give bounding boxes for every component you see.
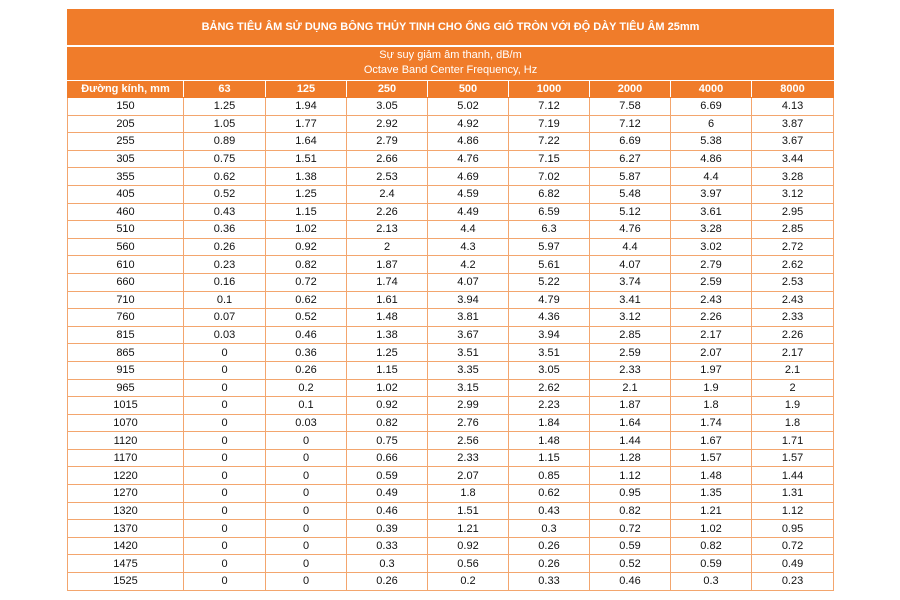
attenuation-cell: 0.52 [184,185,266,203]
diameter-cell: 1475 [68,555,184,573]
attenuation-cell: 0.59 [671,555,752,573]
attenuation-cell: 1.38 [266,168,347,186]
attenuation-cell: 0.26 [509,555,590,573]
attenuation-cell: 2.26 [671,309,752,327]
attenuation-cell: 2.66 [347,150,428,168]
attenuation-cell: 0.1 [184,291,266,309]
attenuation-cell: 4.4 [671,168,752,186]
column-header-diameter: Đường kính, mm [68,81,184,98]
attenuation-cell: 2.99 [428,397,509,415]
attenuation-cell: 2.76 [428,414,509,432]
attenuation-cell: 0.43 [184,203,266,221]
attenuation-cell: 2.23 [509,397,590,415]
attenuation-cell: 2.43 [752,291,834,309]
attenuation-cell: 0 [266,573,347,591]
attenuation-cell: 0.2 [266,379,347,397]
attenuation-cell: 6.69 [671,98,752,116]
attenuation-cell: 1.8 [671,397,752,415]
attenuation-cell: 1.25 [266,185,347,203]
attenuation-cell: 2.56 [428,432,509,450]
attenuation-cell: 0.59 [347,467,428,485]
attenuation-cell: 3.44 [752,150,834,168]
attenuation-cell: 3.51 [509,344,590,362]
attenuation-cell: 0 [266,467,347,485]
attenuation-cell: 0 [266,502,347,520]
attenuation-cell: 4.86 [671,150,752,168]
diameter-cell: 915 [68,361,184,379]
attenuation-cell: 6.27 [590,150,671,168]
attenuation-cell: 2.4 [347,185,428,203]
attenuation-cell: 7.02 [509,168,590,186]
attenuation-cell: 0 [184,502,266,520]
table-row [68,555,834,573]
diameter-cell: 610 [68,256,184,274]
column-header-125hz: 125 [266,81,347,98]
attenuation-cell: 1.87 [347,256,428,274]
attenuation-cell: 3.81 [428,309,509,327]
attenuation-cell: 4.92 [428,115,509,133]
attenuation-cell: 5.02 [428,98,509,116]
column-header-8000hz: 8000 [752,81,834,98]
attenuation-cell: 4.07 [590,256,671,274]
attenuation-cell: 6.69 [590,133,671,151]
attenuation-cell: 4.4 [590,238,671,256]
attenuation-cell: 2.43 [671,291,752,309]
attenuation-cell: 3.35 [428,361,509,379]
attenuation-cell: 0.52 [590,555,671,573]
table-row [68,238,834,256]
attenuation-cell: 1.44 [752,467,834,485]
diameter-cell: 760 [68,309,184,327]
attenuation-cell: 0.2 [428,573,509,591]
attenuation-cell: 1.57 [752,449,834,467]
attenuation-cell: 1.15 [509,449,590,467]
diameter-cell: 355 [68,168,184,186]
attenuation-cell: 1.21 [671,502,752,520]
diameter-cell: 510 [68,221,184,239]
attenuation-cell: 0 [184,449,266,467]
table-row [68,537,834,555]
attenuation-cell: 0.33 [347,537,428,555]
attenuation-cell: 0 [184,573,266,591]
attenuation-cell: 4.76 [428,150,509,168]
diameter-cell: 305 [68,150,184,168]
attenuation-cell: 1.8 [428,485,509,503]
attenuation-cell: 1.8 [752,414,834,432]
attenuation-table-container [67,9,833,591]
attenuation-cell: 0.62 [266,291,347,309]
attenuation-cell: 0.49 [347,485,428,503]
attenuation-cell: 3.67 [752,133,834,151]
attenuation-cell: 2.26 [347,203,428,221]
attenuation-cell: 1.15 [347,361,428,379]
attenuation-cell: 0.03 [266,414,347,432]
attenuation-cell: 0.46 [590,573,671,591]
attenuation-cell: 1.44 [590,432,671,450]
table-row [68,485,834,503]
attenuation-cell: 0 [184,432,266,450]
attenuation-cell: 2.17 [752,344,834,362]
table-row [68,449,834,467]
diameter-cell: 1270 [68,485,184,503]
table-row [68,150,834,168]
attenuation-cell: 3.74 [590,273,671,291]
attenuation-cell: 0.59 [590,537,671,555]
attenuation-cell: 2.13 [347,221,428,239]
attenuation-cell: 0 [184,361,266,379]
attenuation-cell: 1.71 [752,432,834,450]
attenuation-cell: 4.3 [428,238,509,256]
attenuation-cell: 2.95 [752,203,834,221]
diameter-cell: 460 [68,203,184,221]
attenuation-cell: 1.35 [671,485,752,503]
attenuation-cell: 1.48 [347,309,428,327]
table-row [68,432,834,450]
table-row [68,344,834,362]
attenuation-cell: 1.38 [347,326,428,344]
attenuation-cell: 4.4 [428,221,509,239]
attenuation-cell: 0.92 [266,238,347,256]
attenuation-cell: 0.39 [347,520,428,538]
attenuation-cell: 2.33 [752,309,834,327]
diameter-cell: 865 [68,344,184,362]
diameter-cell: 1170 [68,449,184,467]
diameter-cell: 150 [68,98,184,116]
subtitle-frequency: Octave Band Center Frequency, Hz [363,64,538,77]
attenuation-cell: 3.94 [509,326,590,344]
attenuation-cell: 0.95 [752,520,834,538]
attenuation-cell: 0.82 [590,502,671,520]
attenuation-cell: 3.15 [428,379,509,397]
attenuation-cell: 1.84 [509,414,590,432]
attenuation-cell: 2.62 [509,379,590,397]
attenuation-cell: 0.75 [347,432,428,450]
attenuation-cell: 2.85 [752,221,834,239]
attenuation-cell: 0.26 [347,573,428,591]
attenuation-cell: 0.56 [428,555,509,573]
table-row [68,467,834,485]
attenuation-cell: 4.2 [428,256,509,274]
attenuation-cell: 1.12 [752,502,834,520]
attenuation-cell: 0.16 [184,273,266,291]
attenuation-cell: 2.59 [671,273,752,291]
attenuation-cell: 3.87 [752,115,834,133]
attenuation-cell: 1.9 [671,379,752,397]
attenuation-cell: 7.15 [509,150,590,168]
attenuation-cell: 0.72 [590,520,671,538]
attenuation-cell: 1.15 [266,203,347,221]
column-header-500hz: 500 [428,81,509,98]
attenuation-cell: 3.12 [752,185,834,203]
attenuation-cell: 1.48 [509,432,590,450]
attenuation-cell: 1.9 [752,397,834,415]
attenuation-cell: 3.05 [347,98,428,116]
attenuation-cell: 0.75 [184,150,266,168]
attenuation-cell: 2.07 [671,344,752,362]
attenuation-cell: 0.3 [509,520,590,538]
attenuation-cell: 0 [184,485,266,503]
attenuation-cell: 0.46 [347,502,428,520]
table-row [68,273,834,291]
attenuation-cell: 0.66 [347,449,428,467]
diameter-cell: 1370 [68,520,184,538]
attenuation-cell: 4.69 [428,168,509,186]
table-subtitle [68,46,834,81]
attenuation-cell: 2.33 [428,449,509,467]
attenuation-cell: 1.02 [347,379,428,397]
attenuation-cell: 5.48 [590,185,671,203]
attenuation-cell: 0.89 [184,133,266,151]
attenuation-cell: 0.49 [752,555,834,573]
attenuation-cell: 1.51 [266,150,347,168]
attenuation-cell: 2.53 [752,273,834,291]
attenuation-cell: 1.31 [752,485,834,503]
diameter-cell: 205 [68,115,184,133]
attenuation-cell: 7.22 [509,133,590,151]
diameter-cell: 405 [68,185,184,203]
attenuation-cell: 0.26 [184,238,266,256]
table-row [68,291,834,309]
table-row [68,133,834,151]
attenuation-cell: 0.92 [428,537,509,555]
attenuation-cell: 0.3 [671,573,752,591]
attenuation-table [67,9,834,591]
column-header-4000hz: 4000 [671,81,752,98]
attenuation-cell: 0.07 [184,309,266,327]
attenuation-cell: 1.02 [671,520,752,538]
attenuation-cell: 0 [266,449,347,467]
attenuation-cell: 1.57 [671,449,752,467]
attenuation-cell: 0 [266,485,347,503]
attenuation-cell: 0.52 [266,309,347,327]
attenuation-cell: 1.77 [266,115,347,133]
attenuation-cell: 1.74 [671,414,752,432]
attenuation-cell: 0 [184,537,266,555]
attenuation-cell: 4.36 [509,309,590,327]
column-header-2000hz: 2000 [590,81,671,98]
attenuation-cell: 0.26 [509,537,590,555]
attenuation-cell: 6.59 [509,203,590,221]
table-title: BẢNG TIÊU ÂM SỬ DỤNG BÔNG THỦY TINH CHO ỐNG GIÓ TRÒN VỚI ĐỘ DÀY TIÊU ÂM 25mm [68,10,834,46]
attenuation-cell: 7.12 [509,98,590,116]
attenuation-cell: 0 [184,520,266,538]
table-row [68,397,834,415]
table-row [68,309,834,327]
attenuation-cell: 1.94 [266,98,347,116]
diameter-cell: 560 [68,238,184,256]
attenuation-cell: 0 [266,520,347,538]
attenuation-cell: 0 [184,555,266,573]
attenuation-cell: 2.33 [590,361,671,379]
attenuation-cell: 1.21 [428,520,509,538]
attenuation-cell: 1.05 [184,115,266,133]
attenuation-cell: 0 [184,379,266,397]
attenuation-cell: 1.12 [590,467,671,485]
attenuation-cell: 0.3 [347,555,428,573]
attenuation-cell: 1.51 [428,502,509,520]
diameter-cell: 255 [68,133,184,151]
attenuation-cell: 1.25 [184,98,266,116]
diameter-cell: 1320 [68,502,184,520]
attenuation-cell: 3.97 [671,185,752,203]
attenuation-cell: 2 [752,379,834,397]
attenuation-cell: 6 [671,115,752,133]
attenuation-cell: 0.36 [266,344,347,362]
attenuation-cell: 1.64 [266,133,347,151]
attenuation-cell: 2 [347,238,428,256]
column-header-250hz: 250 [347,81,428,98]
attenuation-cell: 0.72 [752,537,834,555]
attenuation-cell: 4.76 [590,221,671,239]
column-header-63hz: 63 [184,81,266,98]
attenuation-cell: 1.48 [671,467,752,485]
table-row [68,185,834,203]
attenuation-cell: 3.05 [509,361,590,379]
attenuation-cell: 4.07 [428,273,509,291]
diameter-cell: 1525 [68,573,184,591]
attenuation-cell: 0 [184,397,266,415]
attenuation-cell: 1.61 [347,291,428,309]
attenuation-cell: 0.23 [752,573,834,591]
attenuation-cell: 1.25 [347,344,428,362]
attenuation-cell: 4.49 [428,203,509,221]
diameter-cell: 1070 [68,414,184,432]
attenuation-cell: 5.61 [509,256,590,274]
attenuation-cell: 7.19 [509,115,590,133]
attenuation-cell: 2.62 [752,256,834,274]
attenuation-cell: 0 [184,344,266,362]
attenuation-cell: 0.26 [266,361,347,379]
attenuation-cell: 2.85 [590,326,671,344]
column-header-row [68,81,834,98]
attenuation-cell: 1.74 [347,273,428,291]
attenuation-cell: 0 [266,537,347,555]
attenuation-cell: 0.82 [266,256,347,274]
attenuation-cell: 2.1 [590,379,671,397]
attenuation-cell: 5.12 [590,203,671,221]
attenuation-cell: 3.51 [428,344,509,362]
attenuation-cell: 6.82 [509,185,590,203]
attenuation-cell: 1.02 [266,221,347,239]
attenuation-cell: 3.61 [671,203,752,221]
attenuation-cell: 3.12 [590,309,671,327]
table-row [68,379,834,397]
attenuation-cell: 0 [266,432,347,450]
attenuation-cell: 5.38 [671,133,752,151]
attenuation-cell: 3.41 [590,291,671,309]
subtitle-attenuation-unit: Sự suy giảm âm thanh, dB/m [379,49,522,62]
attenuation-cell: 0.62 [509,485,590,503]
attenuation-cell: 2.1 [752,361,834,379]
diameter-cell: 710 [68,291,184,309]
table-row [68,221,834,239]
table-row [68,520,834,538]
table-row [68,573,834,591]
table-row [68,326,834,344]
diameter-cell: 660 [68,273,184,291]
attenuation-cell: 0.03 [184,326,266,344]
attenuation-cell: 2.07 [428,467,509,485]
attenuation-cell: 2.17 [671,326,752,344]
table-row [68,502,834,520]
table-body [68,98,834,591]
attenuation-cell: 2.72 [752,238,834,256]
attenuation-cell: 3.28 [671,221,752,239]
attenuation-cell: 3.02 [671,238,752,256]
attenuation-cell: 0.85 [509,467,590,485]
attenuation-cell: 5.87 [590,168,671,186]
diameter-cell: 1220 [68,467,184,485]
attenuation-cell: 0.95 [590,485,671,503]
attenuation-cell: 1.67 [671,432,752,450]
attenuation-cell: 4.59 [428,185,509,203]
attenuation-cell: 1.64 [590,414,671,432]
attenuation-cell: 0.36 [184,221,266,239]
attenuation-cell: 0.23 [184,256,266,274]
attenuation-cell: 0.46 [266,326,347,344]
diameter-cell: 1120 [68,432,184,450]
diameter-cell: 1015 [68,397,184,415]
attenuation-cell: 0.92 [347,397,428,415]
attenuation-cell: 3.28 [752,168,834,186]
attenuation-cell: 2.79 [347,133,428,151]
attenuation-cell: 0 [266,555,347,573]
attenuation-cell: 0.82 [671,537,752,555]
attenuation-cell: 4.79 [509,291,590,309]
attenuation-cell: 0.82 [347,414,428,432]
attenuation-cell: 7.12 [590,115,671,133]
table-row [68,203,834,221]
attenuation-cell: 2.53 [347,168,428,186]
attenuation-cell: 2.26 [752,326,834,344]
attenuation-cell: 3.67 [428,326,509,344]
attenuation-cell: 5.97 [509,238,590,256]
attenuation-cell: 5.22 [509,273,590,291]
column-header-1000hz: 1000 [509,81,590,98]
attenuation-cell: 2.59 [590,344,671,362]
attenuation-cell: 2.92 [347,115,428,133]
attenuation-cell: 1.28 [590,449,671,467]
attenuation-cell: 0.1 [266,397,347,415]
diameter-cell: 965 [68,379,184,397]
attenuation-cell: 1.97 [671,361,752,379]
attenuation-cell: 4.86 [428,133,509,151]
attenuation-cell: 4.13 [752,98,834,116]
attenuation-cell: 6.3 [509,221,590,239]
table-row [68,115,834,133]
attenuation-cell: 0 [184,467,266,485]
attenuation-cell: 0.43 [509,502,590,520]
attenuation-cell: 7.58 [590,98,671,116]
attenuation-cell: 0.72 [266,273,347,291]
attenuation-cell: 3.94 [428,291,509,309]
table-row [68,414,834,432]
attenuation-cell: 0.62 [184,168,266,186]
diameter-cell: 815 [68,326,184,344]
table-row [68,361,834,379]
attenuation-cell: 0.33 [509,573,590,591]
table-row [68,168,834,186]
table-row [68,256,834,274]
table-row [68,98,834,116]
attenuation-cell: 1.87 [590,397,671,415]
attenuation-cell: 2.79 [671,256,752,274]
diameter-cell: 1420 [68,537,184,555]
attenuation-cell: 0 [184,414,266,432]
